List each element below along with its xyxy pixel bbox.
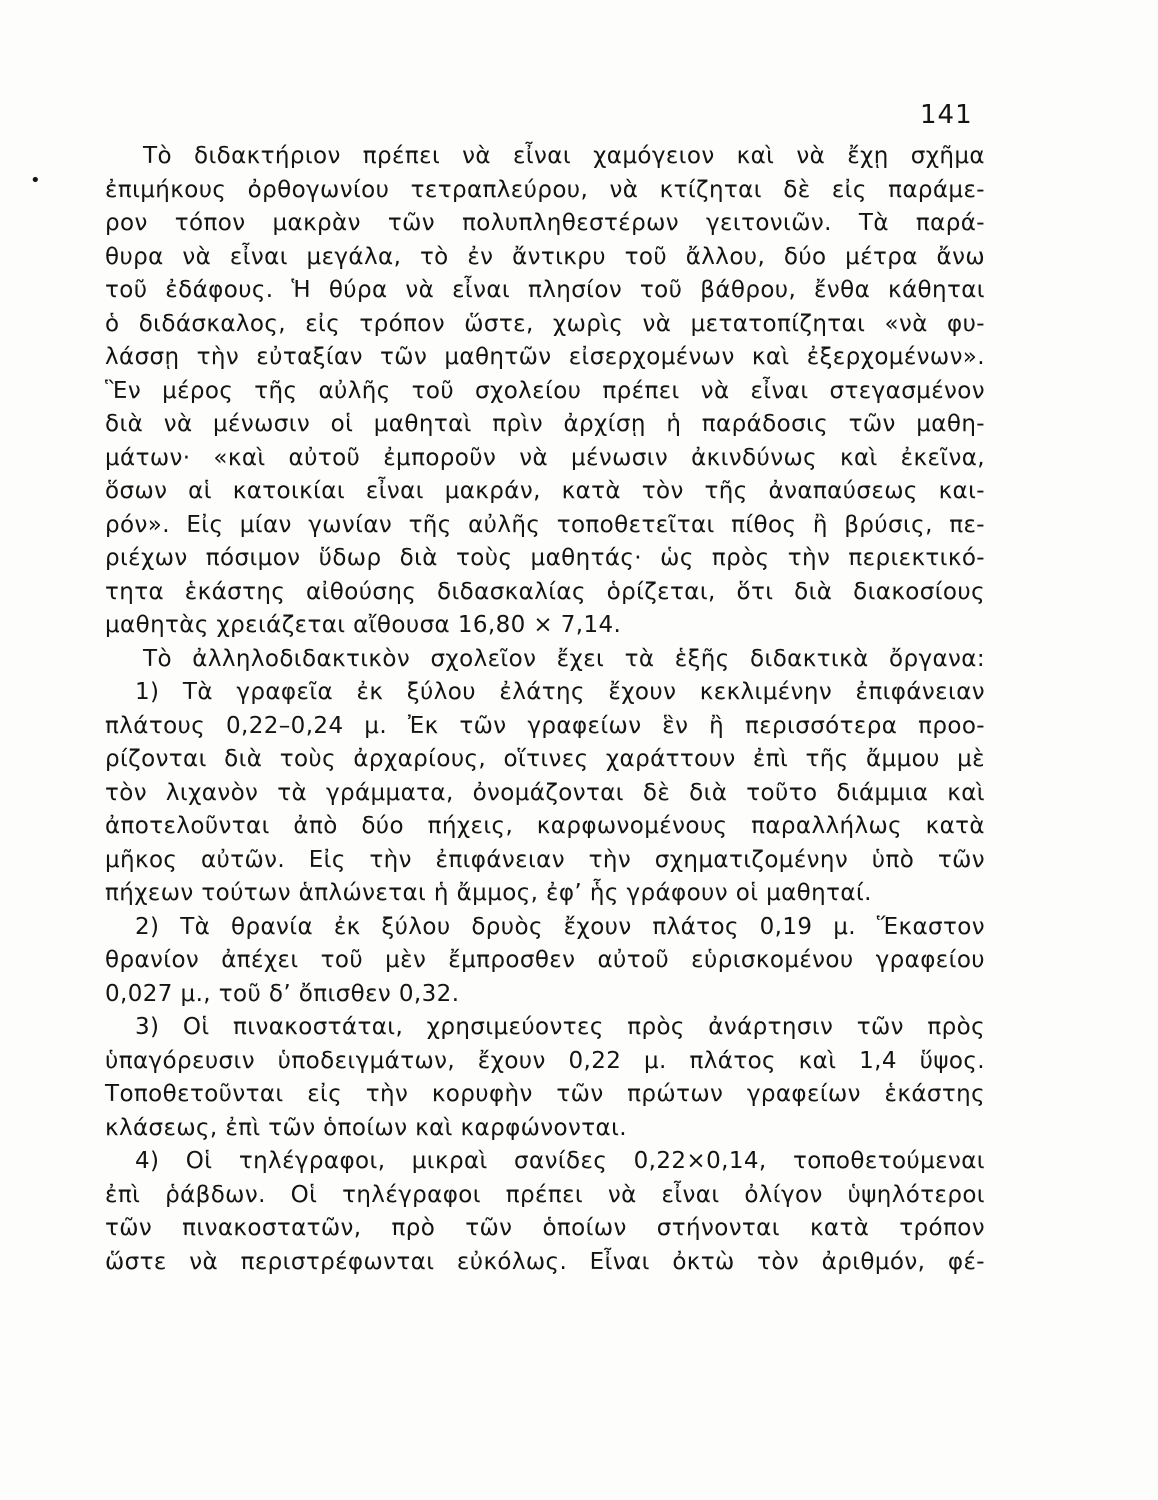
text-line: ὑπαγόρευσιν ὑποδειγμάτων, ἔχουν 0,22 μ. πλάτος καὶ 1,4 ὕψος. bbox=[105, 1047, 985, 1074]
text-line: ὥστε νὰ περιστρέφωνται εὐκόλως. Εἶναι ὀκτὼ τὸν ἀριθμόν, φέ- bbox=[105, 1248, 985, 1275]
text-line: 0,027 μ., τοῦ δ’ ὄπισθεν 0,32. bbox=[105, 980, 460, 1007]
text-line: Τὸ ἀλληλοδιδακτικὸν σχολεῖον ἔχει τὰ ἑξῆς διδακτικὰ ὄργανα: bbox=[143, 645, 985, 672]
text-line: διὰ νὰ μένωσιν οἱ μαθηταὶ πρὶν ἀρχίσῃ ἡ παράδοσις τῶν μαθη- bbox=[105, 411, 985, 437]
body-text bbox=[105, 140, 985, 1279]
text-line: Τοποθετοῦνται εἰς τὴν κορυφὴν τῶν πρώτων γραφείων ἑκάστης bbox=[105, 1081, 985, 1107]
text-line: ἐπὶ ῥάβδων. Οἱ τηλέγραφοι πρέπει νὰ εἶναι ὀλίγον ὑψηλότεροι bbox=[105, 1181, 985, 1208]
text-line: ὅσων αἱ κατοικίαι εἶναι μακράν, κατὰ τὸν τῆς ἀναπαύσεως και- bbox=[105, 478, 985, 504]
text-line: λάσσῃ τὴν εὐταξίαν τῶν μαθητῶν εἰσερχομένων καὶ ἐξερχομένων». bbox=[105, 344, 985, 370]
text-line: μῆκος αὐτῶν. Εἰς τὴν ἐπιφάνειαν τὴν σχηματιζομένην ὑπὸ τῶν bbox=[105, 846, 985, 873]
text-line: τητα ἑκάστης αἰθούσης διδασκαλίας ὁρίζεται, ὅτι διὰ διακοσίους bbox=[105, 578, 985, 605]
text-line: πλάτους 0,22–0,24 μ. Ἐκ τῶν γραφείων ἓν ἢ περισσότερα προο- bbox=[105, 712, 985, 739]
text-line: Τὸ διδακτήριον πρέπει νὰ εἶναι χαμόγειον καὶ νὰ ἔχῃ σχῆμα bbox=[143, 143, 985, 169]
text-line: τὸν λιχανὸν τὰ γράμματα, ὀνομάζονται δὲ διὰ τοῦτο διάμμια καὶ bbox=[105, 779, 985, 806]
text-line: 3) Οἱ πινακοστάται, χρησιμεύοντες πρὸς ἀνάρτησιν τῶν πρὸς bbox=[135, 1014, 985, 1040]
text-line: τῶν πινακοστατῶν, πρὸ τῶν ὁποίων στήνονται κατὰ τρόπον bbox=[105, 1215, 985, 1241]
text-line: 2) Τὰ θρανία ἐκ ξύλου δρυὸς ἔχουν πλάτος 0,19 μ. Ἕκαστον bbox=[135, 913, 985, 940]
text-line: θρανίον ἀπέχει τοῦ μὲν ἔμπροσθεν αὐτοῦ εὑρισκομένου γραφείου bbox=[105, 947, 985, 973]
text-line: ὁ διδάσκαλος, εἰς τρόπον ὥστε, χωρὶς νὰ μετατοπίζηται «νὰ φυ- bbox=[105, 310, 985, 337]
text-line: 4) Οἱ τηλέγραφοι, μικραὶ σανίδες 0,22×0,14, τοποθετούμεναι bbox=[135, 1148, 985, 1174]
text-line: ρίζονται διὰ τοὺς ἀρχαρίους, οἵτινες χαράττουν ἐπὶ τῆς ἄμμου μὲ bbox=[105, 746, 985, 772]
text-line: πήχεων τούτων ἁπλώνεται ἡ ἄμμος, ἐφ’ ἧς γράφουν οἱ μαθηταί. bbox=[105, 880, 872, 906]
text-line: μάτων· «καὶ αὐτοῦ ἐμποροῦν νὰ μένωσιν ἀκινδύνως καὶ ἐκεῖνα, bbox=[105, 444, 985, 471]
text-line: ρον τόπον μακρὰν τῶν πολυπληθεστέρων γειτονιῶν. Τὰ παρά- bbox=[105, 210, 985, 236]
margin-bullet: • bbox=[30, 170, 41, 191]
text-line: θυρα νὰ εἶναι μεγάλα, τὸ ἐν ἄντικρυ τοῦ ἄλλου, δύο μέτρα ἄνω bbox=[105, 243, 985, 270]
text-line: 1) Τὰ γραφεῖα ἐκ ξύλου ἐλάτης ἔχουν κεκλιμένην ἐπιφάνειαν bbox=[135, 679, 985, 705]
text-line: ριέχων πόσιμον ὕδωρ διὰ τοὺς μαθητάς· ὡς πρὸς τὴν περιεκτικό- bbox=[105, 545, 985, 571]
text-line: μαθητὰς χρειάζεται αἴθουσα 16,80 × 7,14. bbox=[105, 612, 622, 638]
text-line: ρόν». Εἰς μίαν γωνίαν τῆς αὐλῆς τοποθετεῖται πίθος ἢ βρύσις, πε- bbox=[105, 511, 985, 538]
text-line: τοῦ ἐδάφους. Ἡ θύρα νὰ εἶναι πλησίον τοῦ βάθρου, ἔνθα κάθηται bbox=[105, 277, 985, 303]
page-number: 141 bbox=[920, 100, 973, 130]
text-line: κλάσεως, ἐπὶ τῶν ὁποίων καὶ καρφώνονται. bbox=[105, 1114, 627, 1141]
text-line: ἀποτελοῦνται ἀπὸ δύο πήχεις, καρφωνομένους παραλλήλως κατὰ bbox=[105, 813, 985, 839]
text-line: ἐπιμήκους ὀρθογωνίου τετραπλεύρου, νὰ κτίζηται δὲ εἰς παράμε- bbox=[105, 176, 985, 203]
text-line: Ἓν μέρος τῆς αὐλῆς τοῦ σχολείου πρέπει νὰ εἶναι στεγασμένον bbox=[105, 377, 985, 404]
